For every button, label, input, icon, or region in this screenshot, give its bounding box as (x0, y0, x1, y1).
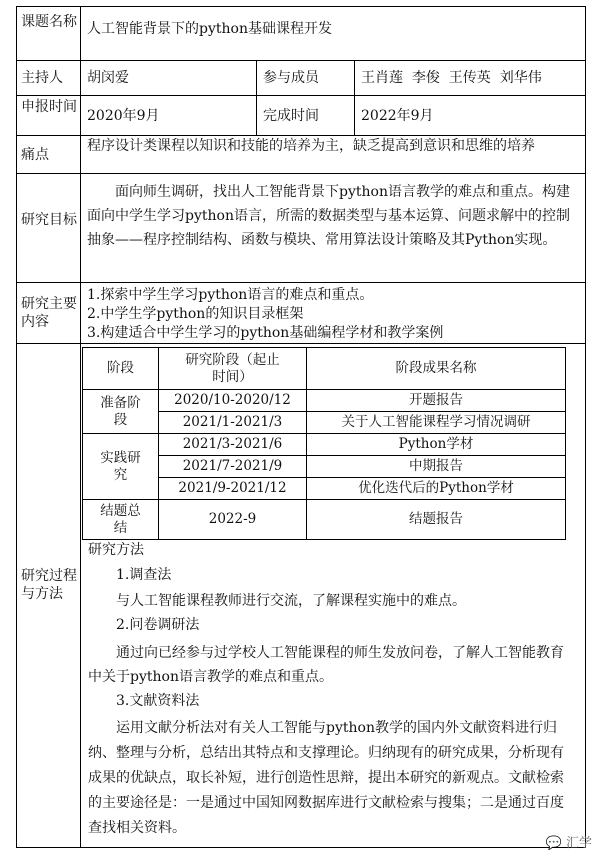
topic-label: 课题名称 (21, 14, 77, 30)
host-value: 胡闵爱 (87, 70, 129, 86)
host-label: 主持人 (21, 70, 63, 86)
stage-period: 2022-9 (159, 500, 307, 540)
method-text: 通过向已经参与过学校人工智能课程的师生发放问卷，了解人工智能教育中关于python语言教学的难点和重点。 (88, 645, 564, 685)
apply-value: 2020年9月 (87, 108, 160, 124)
apply-label: 申报时间 (21, 99, 77, 115)
stage-result: 开题报告 (307, 390, 566, 412)
pain-label: 痛点 (21, 147, 49, 163)
stage-table (82, 347, 566, 540)
content-item: 3.构建适合中学生学习的python基础编程学材和教学案例 (87, 325, 444, 341)
methods-heading: 研究方法 (88, 542, 144, 558)
stage-period: 2021/1-2021/3 (159, 412, 307, 434)
goal-label: 研究目标 (21, 212, 77, 228)
finish-label: 完成时间 (263, 108, 319, 124)
stage-period: 2020/10-2020/12 (159, 390, 307, 412)
process-label: 研究过程与方法 (21, 568, 77, 602)
goal-value: 面向师生调研，找出人工智能背景下python语言教学的难点和重点。构建面向中学生学习python语言，所需的数据类型与基本运算、问题求解中的控制抽象——程序控制结构、函数与模块、常用算法设计策略及其Python实现。 (87, 184, 570, 248)
method-title: 1.调查法 (116, 567, 172, 583)
content-label: 研究主要内容 (21, 296, 77, 330)
stage-period: 2021/9-2021/12 (159, 478, 307, 500)
topic-value: 人工智能背景下的python基础课程开发 (87, 21, 332, 37)
period-header: 研究阶段（起止时间） (159, 348, 307, 390)
watermark: 💬 汇学 (545, 836, 592, 851)
content-item: 2.中学生学python的知识目录框架 (87, 306, 304, 322)
stage-name: 结题总结 (83, 500, 159, 540)
stage-name: 准备阶段 (83, 390, 159, 434)
stage-header: 阶段 (83, 348, 159, 390)
method-text: 运用文献分析法对有关人工智能与python教学的国内外文献资料进行归纳、整理与分析，总结出其特点和支撑理论。归纳现有的研究成果，分析现有成果的优缺点，取长补短，进行创造性思辩，提出本研究的新观点。文献检索的主要途径是：一是通过中国知网数据库进行文献检索与搜集；二是通过百度查找相关资料。 (88, 720, 564, 836)
stage-result: Python学材 (307, 434, 566, 456)
stage-period: 2021/7-2021/9 (159, 456, 307, 478)
stage-result: 结题报告 (307, 500, 566, 540)
stage-result: 优化迭代后的Python学材 (307, 478, 566, 500)
method-text: 与人工智能课程教师进行交流，了解课程实施中的难点。 (116, 593, 466, 609)
chat-icon: 💬 (545, 836, 562, 851)
members-value: 王肖莲 李俊 王传英 刘华伟 (361, 70, 542, 86)
stage-result: 中期报告 (307, 456, 566, 478)
result-header: 阶段成果名称 (307, 348, 566, 390)
stage-period: 2021/3-2021/6 (159, 434, 307, 456)
method-title: 3.文献资料法 (116, 693, 200, 709)
content-item: 1.探索中学生学习python语言的难点和重点。 (87, 287, 374, 303)
stage-result: 关于人工智能课程学习情况调研 (307, 412, 566, 434)
stage-name: 实践研究 (83, 434, 159, 500)
finish-value: 2022年9月 (361, 108, 434, 124)
members-label: 参与成员 (263, 70, 319, 86)
method-title: 2.问卷调研法 (116, 617, 200, 633)
pain-value: 程序设计类课程以知识和技能的培养为主，缺乏提高到意识和思维的培养 (87, 138, 535, 154)
